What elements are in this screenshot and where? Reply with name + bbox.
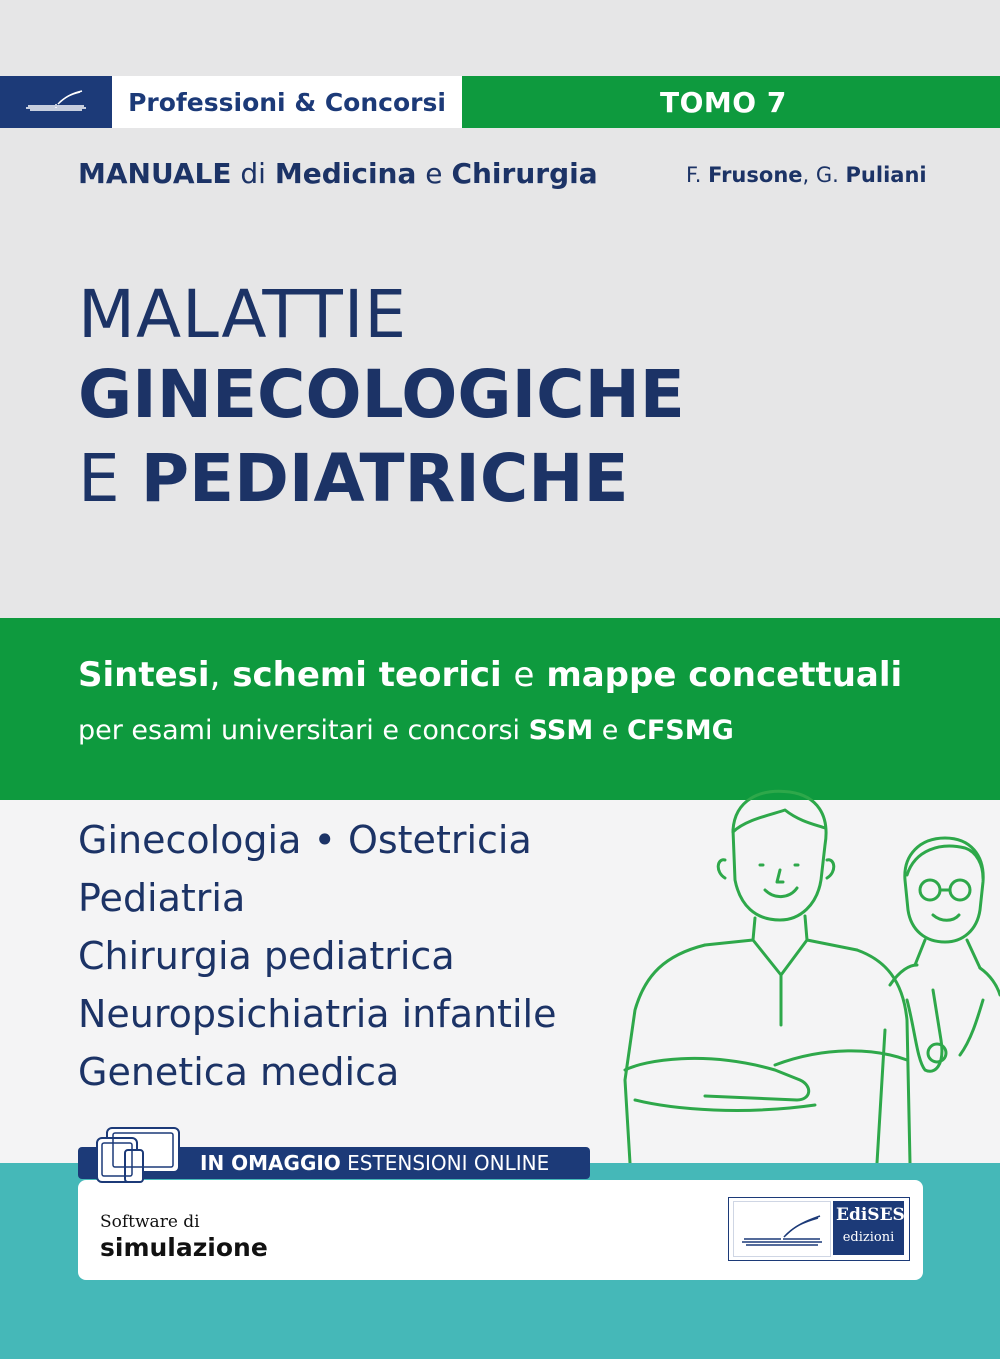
gift-text: [200, 1151, 549, 1175]
software-line-2: simulazione: [100, 1233, 268, 1262]
topic-item: Neuropsichiatria infantile: [78, 992, 557, 1036]
publisher-book-icon: [734, 1202, 830, 1256]
title-line-1: MALATTIE: [78, 276, 408, 353]
subtitle-cfsmg: CFSMG: [627, 715, 734, 746]
series-logo: [0, 76, 112, 128]
title-line-3-main: PEDIATRICHE: [140, 440, 629, 517]
title-line-3: [78, 440, 629, 517]
topic-item: Pediatria: [78, 876, 246, 920]
author2-initial: G.: [815, 163, 839, 187]
subtitle-e: e: [513, 655, 535, 695]
manual-di: di: [240, 157, 266, 190]
publisher-sub: edizioni: [842, 1230, 895, 1245]
authors: [686, 163, 927, 187]
manual-medicina: Medicina: [274, 157, 417, 190]
gift-bold: IN OMAGGIO: [200, 1151, 341, 1175]
author1-initial: F.: [686, 163, 702, 187]
publisher-logo-left: [733, 1201, 831, 1257]
subtitle-exams: per esami universitari e concorsi: [78, 715, 521, 746]
author2-name: Puliani: [845, 163, 927, 187]
topic-item: Genetica medica: [78, 1050, 400, 1094]
manual-e: e: [425, 157, 443, 190]
gift-rest: ESTENSIONI ONLINE: [347, 1151, 550, 1175]
subtitle-line-1: [78, 655, 902, 695]
series-name-box: [112, 76, 462, 128]
book-lines-icon: [0, 76, 112, 128]
software-line-1: Software di: [100, 1212, 200, 1232]
author-sep: ,: [802, 163, 810, 187]
subtitle-e2: e: [601, 715, 619, 746]
manual-chirurgia: Chirurgia: [451, 157, 598, 190]
subtitle-comma: ,: [209, 655, 221, 695]
manual-line: [78, 157, 598, 190]
author1-name: Frusone: [708, 163, 803, 187]
subtitle-mappe: mappe concettuali: [546, 655, 903, 695]
title-line-2: GINECOLOGICHE: [78, 356, 685, 433]
series-name: Professioni & Concorsi: [128, 87, 446, 117]
publisher-name: EdiSES: [836, 1205, 905, 1225]
subtitle-sintesi: Sintesi: [78, 655, 210, 695]
topic-item: Chirurgia pediatrica: [78, 934, 455, 978]
subtitle-ssm: SSM: [528, 715, 594, 746]
volume-label: TOMO 7: [660, 86, 787, 119]
subtitle-line-2: [78, 715, 734, 746]
title-line-3-prefix: E: [78, 440, 120, 517]
subtitle-schemi: schemi teorici: [232, 655, 502, 695]
doctors-illustration: [585, 770, 1000, 1163]
devices-icon: [95, 1124, 191, 1184]
topic-item: Ginecologia • Ostetricia: [78, 818, 532, 862]
manual-word: MANUALE: [78, 157, 232, 190]
